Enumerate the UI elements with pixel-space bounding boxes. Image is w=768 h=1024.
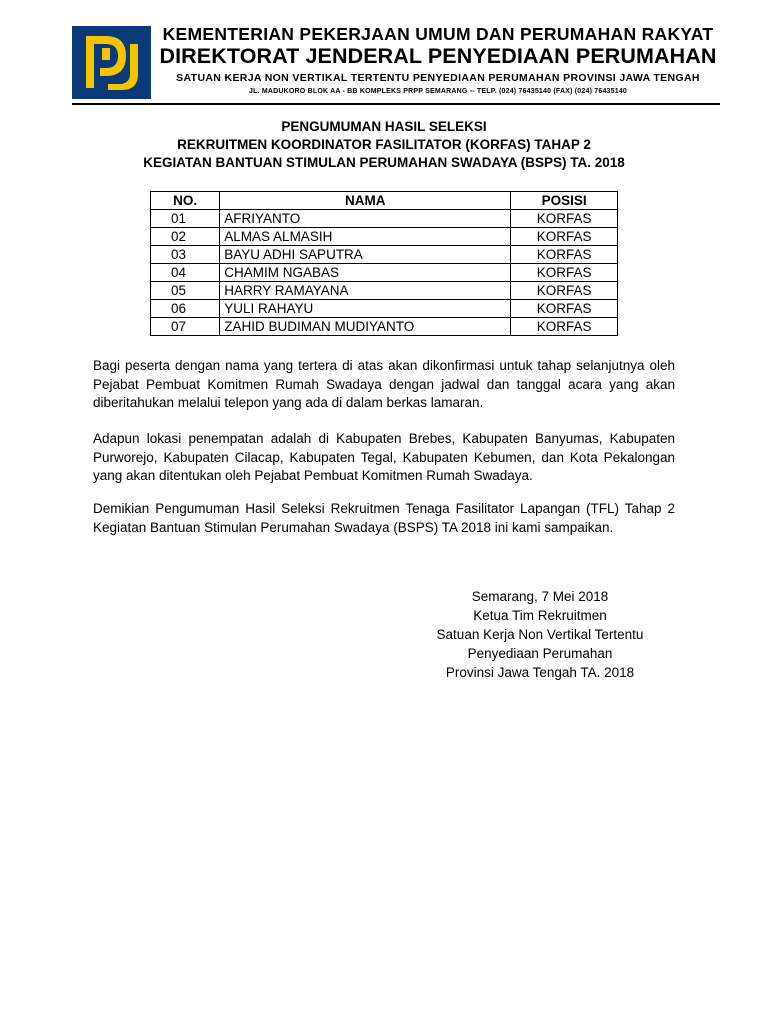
row-no: 01 [151, 210, 220, 228]
table-row [151, 210, 618, 228]
paragraph-closing: Demikian Pengumuman Hasil Seleksi Rekruitmen Tenaga Fasilitator Lapangan (TFL) Tahap 2 Kegiatan Bantuan Stimulan Perumahan Swadaya (BSPS) TA 2018 ini kami sampaikan. [93, 501, 675, 535]
place-date: Semarang, 7 Mei 2018 [471, 589, 609, 604]
paragraph-confirmation: Bagi peserta dengan nama yang tertera di atas akan dikonfirmasi untuk tahap selanjutnya oleh Pejabat Pembuat Komitmen Rumah Swadaya dengan jadwal dan tanggal acara yang akan diberitahukan melalui telepon yang ada di dalam berkas lamaran. [93, 358, 675, 410]
row-nama: HARRY RAMAYANA [220, 282, 511, 300]
table-row [151, 282, 618, 300]
office-address: JL. MADUKORO BLOK AA - BB KOMPLEKS PRPP SEMARANG -- TELP. (024) 76435140 (FAX) (024) 76435140 [248, 88, 628, 95]
header-posisi: POSISI [511, 192, 618, 210]
header-no: NO. [151, 192, 220, 210]
row-posisi: KORFAS [511, 264, 618, 282]
row-posisi: KORFAS [511, 246, 618, 264]
title-line-3: KEGIATAN BANTUAN STIMULAN PERUMAHAN SWADAYA (BSPS) TA. 2018 [143, 155, 625, 170]
title-line-1: PENGUMUMAN HASIL SELEKSI [281, 119, 487, 134]
table-row [151, 318, 618, 336]
row-no: 06 [151, 300, 220, 318]
row-no: 02 [151, 228, 220, 246]
row-no: 05 [151, 282, 220, 300]
table-header-row [151, 192, 618, 210]
row-no: 07 [151, 318, 220, 336]
row-no: 04 [151, 264, 220, 282]
row-posisi: KORFAS [511, 228, 618, 246]
row-nama: CHAMIM NGABAS [220, 264, 511, 282]
row-nama: AFRIYANTO [220, 210, 511, 228]
row-nama: YULI RAHAYU [220, 300, 511, 318]
letterhead [157, 24, 719, 98]
signatory-org-line-2: Penyediaan Perumahan [467, 646, 613, 661]
letterhead-divider [72, 103, 720, 105]
table-row [151, 300, 618, 318]
title-line-2: REKRUITMEN KOORDINATOR FASILITATOR (KORFAS) TAHAP 2 [177, 137, 591, 152]
row-posisi: KORFAS [511, 282, 618, 300]
directorate-name: DIREKTORAT JENDERAL PENYEDIAAN PERUMAHAN [159, 44, 717, 68]
unit-name: SATUAN KERJA NON VERTIKAL TERTENTU PENYEDIAAN PERUMAHAN PROVINSI JAWA TENGAH [176, 72, 700, 84]
row-nama: ZAHID BUDIMAN MUDIYANTO [220, 318, 511, 336]
table-row [151, 228, 618, 246]
row-posisi: KORFAS [511, 300, 618, 318]
paragraph-locations: Adapun lokasi penempatan adalah di Kabupaten Brebes, Kabupaten Banyumas, Kabupaten Purworejo, Kabupaten Cilacap, Kabupaten Tegal, Kabupaten Kebumen, dan Kota Pekalongan yang akan ditentukan oleh Pejabat Pembuat Komitmen Rumah Swadaya. [93, 431, 675, 483]
signatory-role: Ketua Tim Rekruitmen [473, 608, 607, 623]
row-posisi: KORFAS [511, 210, 618, 228]
row-posisi: KORFAS [511, 318, 618, 336]
signatory-org-line-1: Satuan Kerja Non Vertikal Tertentu [436, 627, 644, 642]
row-nama: ALMAS ALMASIH [220, 228, 511, 246]
announcement-title [96, 118, 672, 172]
table-row [151, 264, 618, 282]
pupr-logo-icon [72, 26, 151, 99]
signature-block [410, 587, 670, 682]
selection-results-table [150, 191, 618, 336]
ministry-name: KEMENTERIAN PEKERJAAN UMUM DAN PERUMAHAN RAKYAT [162, 24, 714, 44]
row-no: 03 [151, 246, 220, 264]
header-nama: NAMA [220, 192, 511, 210]
signatory-org-line-3: Provinsi Jawa Tengah TA. 2018 [445, 665, 635, 680]
table-row [151, 246, 618, 264]
row-nama: BAYU ADHI SAPUTRA [220, 246, 511, 264]
